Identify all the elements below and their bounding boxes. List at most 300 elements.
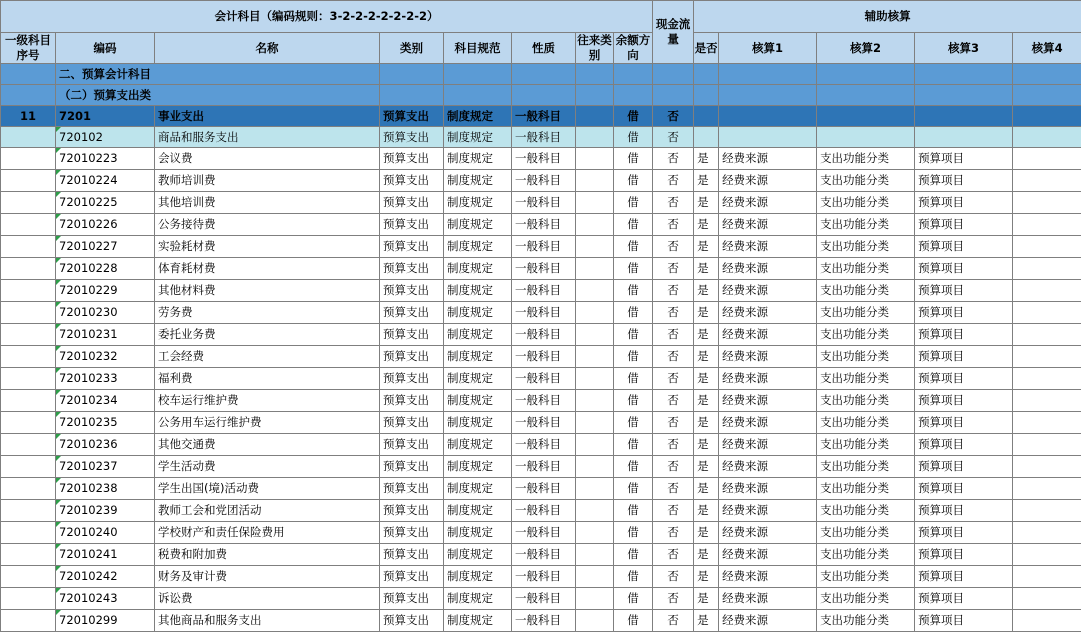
- cell-balance[interactable]: 借: [614, 148, 653, 170]
- cell-balance[interactable]: 借: [614, 346, 653, 368]
- cell-aux3[interactable]: 预算项目: [915, 236, 1013, 258]
- cell-aux1[interactable]: 经费来源: [719, 478, 817, 500]
- cell-is[interactable]: 是: [694, 324, 719, 346]
- cell-cash[interactable]: 否: [653, 390, 694, 412]
- table-row[interactable]: [1, 500, 1081, 522]
- cell-aux2[interactable]: 支出功能分类: [817, 500, 915, 522]
- cell-aux1[interactable]: 经费来源: [719, 302, 817, 324]
- cell-aux1[interactable]: 经费来源: [719, 544, 817, 566]
- cell-name[interactable]: 诉讼费: [155, 588, 380, 610]
- cell-aux3[interactable]: 预算项目: [915, 588, 1013, 610]
- cell-code[interactable]: 72010224: [56, 170, 155, 192]
- cell-contact[interactable]: [576, 566, 614, 588]
- cell-is[interactable]: 是: [694, 588, 719, 610]
- cell-seq[interactable]: [1, 522, 56, 544]
- cell-category[interactable]: 预算支出: [380, 588, 444, 610]
- cell-balance[interactable]: 借: [614, 500, 653, 522]
- cell-seq[interactable]: [1, 588, 56, 610]
- cell-cash[interactable]: 否: [653, 566, 694, 588]
- cell-balance[interactable]: 借: [614, 192, 653, 214]
- cell-aux2[interactable]: 支出功能分类: [817, 324, 915, 346]
- cell-code[interactable]: 72010237: [56, 456, 155, 478]
- cell-name[interactable]: 教师工会和党团活动: [155, 500, 380, 522]
- cell-name[interactable]: 学校财产和责任保险费用: [155, 522, 380, 544]
- cell-balance[interactable]: 借: [614, 127, 653, 148]
- cell-name[interactable]: 其他材料费: [155, 280, 380, 302]
- cell-nature[interactable]: 一般科目: [512, 170, 576, 192]
- cell-aux4[interactable]: [1013, 127, 1081, 148]
- cell-aux4[interactable]: [1013, 500, 1081, 522]
- cell-balance[interactable]: 借: [614, 588, 653, 610]
- cell-code[interactable]: 72010241: [56, 544, 155, 566]
- cell-nature[interactable]: 一般科目: [512, 192, 576, 214]
- cell-code[interactable]: 7201: [56, 106, 155, 127]
- cell-standard[interactable]: 制度规定: [444, 106, 512, 127]
- cell-name[interactable]: 劳务费: [155, 302, 380, 324]
- cell-standard[interactable]: 制度规定: [444, 500, 512, 522]
- cell-contact[interactable]: [576, 610, 614, 632]
- cell-aux4[interactable]: [1013, 170, 1081, 192]
- cell-aux2[interactable]: 支出功能分类: [817, 588, 915, 610]
- cell-contact[interactable]: [576, 258, 614, 280]
- cell-seq[interactable]: [1, 610, 56, 632]
- cell-aux2[interactable]: 支出功能分类: [817, 346, 915, 368]
- cell-category[interactable]: 预算支出: [380, 192, 444, 214]
- cell-standard[interactable]: 制度规定: [444, 236, 512, 258]
- cell-code[interactable]: 72010226: [56, 214, 155, 236]
- cell-code[interactable]: 72010231: [56, 324, 155, 346]
- cell-standard[interactable]: 制度规定: [444, 127, 512, 148]
- cell-seq[interactable]: [1, 324, 56, 346]
- cell-balance[interactable]: 借: [614, 434, 653, 456]
- table-row[interactable]: [1, 280, 1081, 302]
- cell-aux4[interactable]: [1013, 106, 1081, 127]
- cell-balance[interactable]: 借: [614, 170, 653, 192]
- cell-nature[interactable]: 一般科目: [512, 456, 576, 478]
- cell-cash[interactable]: 否: [653, 610, 694, 632]
- cell-aux2[interactable]: 支出功能分类: [817, 302, 915, 324]
- cell-contact[interactable]: [576, 148, 614, 170]
- cell-standard[interactable]: 制度规定: [444, 324, 512, 346]
- cell-name[interactable]: 委托业务费: [155, 324, 380, 346]
- cell-standard[interactable]: 制度规定: [444, 478, 512, 500]
- cell-is[interactable]: 是: [694, 610, 719, 632]
- cell-seq[interactable]: [1, 566, 56, 588]
- cell-is[interactable]: 是: [694, 280, 719, 302]
- cell-aux4[interactable]: [1013, 236, 1081, 258]
- cell-nature[interactable]: 一般科目: [512, 390, 576, 412]
- cell-category[interactable]: 预算支出: [380, 170, 444, 192]
- cell-aux3[interactable]: 预算项目: [915, 302, 1013, 324]
- cell-aux2[interactable]: 支出功能分类: [817, 544, 915, 566]
- cell-aux4[interactable]: [1013, 368, 1081, 390]
- cell-seq[interactable]: [1, 302, 56, 324]
- cell-category[interactable]: 预算支出: [380, 302, 444, 324]
- cell-contact[interactable]: [576, 280, 614, 302]
- cell-seq[interactable]: [1, 258, 56, 280]
- cell-is[interactable]: 是: [694, 412, 719, 434]
- cell-balance[interactable]: 借: [614, 566, 653, 588]
- cell-aux4[interactable]: [1013, 280, 1081, 302]
- cell-category[interactable]: 预算支出: [380, 456, 444, 478]
- cell-aux1[interactable]: 经费来源: [719, 456, 817, 478]
- table-row[interactable]: [1, 368, 1081, 390]
- cell-nature[interactable]: 一般科目: [512, 478, 576, 500]
- cell-aux4[interactable]: [1013, 522, 1081, 544]
- cell-aux3[interactable]: 预算项目: [915, 346, 1013, 368]
- cell-is[interactable]: 是: [694, 478, 719, 500]
- cell-code[interactable]: 72010240: [56, 522, 155, 544]
- cell-category[interactable]: 预算支出: [380, 544, 444, 566]
- cell-aux1[interactable]: 经费来源: [719, 434, 817, 456]
- cell-aux3[interactable]: 预算项目: [915, 280, 1013, 302]
- cell-aux2[interactable]: 支出功能分类: [817, 522, 915, 544]
- cell-seq[interactable]: [1, 148, 56, 170]
- cell-contact[interactable]: [576, 236, 614, 258]
- cell-balance[interactable]: 借: [614, 544, 653, 566]
- cell-aux1[interactable]: 经费来源: [719, 236, 817, 258]
- cell-cash[interactable]: 否: [653, 236, 694, 258]
- cell-seq[interactable]: 11: [1, 106, 56, 127]
- cell-aux3[interactable]: 预算项目: [915, 324, 1013, 346]
- cell-nature[interactable]: 一般科目: [512, 324, 576, 346]
- cell-aux2[interactable]: 支出功能分类: [817, 170, 915, 192]
- table-row[interactable]: [1, 566, 1081, 588]
- cell-standard[interactable]: 制度规定: [444, 566, 512, 588]
- cell-nature[interactable]: 一般科目: [512, 280, 576, 302]
- cell-aux1[interactable]: 经费来源: [719, 170, 817, 192]
- cell-aux2[interactable]: 支出功能分类: [817, 434, 915, 456]
- cell-aux4[interactable]: [1013, 214, 1081, 236]
- cell-aux3[interactable]: 预算项目: [915, 148, 1013, 170]
- cell-seq[interactable]: [1, 214, 56, 236]
- cell-balance[interactable]: 借: [614, 302, 653, 324]
- cell-name[interactable]: 校车运行维护费: [155, 390, 380, 412]
- cell-category[interactable]: 预算支出: [380, 127, 444, 148]
- cell-name[interactable]: 公务接待费: [155, 214, 380, 236]
- cell-aux3[interactable]: [915, 127, 1013, 148]
- cell-aux3[interactable]: 预算项目: [915, 368, 1013, 390]
- cell-seq[interactable]: [1, 412, 56, 434]
- cell-aux2[interactable]: [817, 106, 915, 127]
- cell-contact[interactable]: [576, 544, 614, 566]
- table-row[interactable]: [1, 148, 1081, 170]
- cell-balance[interactable]: 借: [614, 368, 653, 390]
- cell-is[interactable]: 是: [694, 236, 719, 258]
- cell-cash[interactable]: 否: [653, 500, 694, 522]
- cell-aux2[interactable]: 支出功能分类: [817, 368, 915, 390]
- cell-contact[interactable]: [576, 390, 614, 412]
- cell-code[interactable]: 72010225: [56, 192, 155, 214]
- cell-code[interactable]: 72010227: [56, 236, 155, 258]
- account-row-level2[interactable]: [1, 127, 1081, 148]
- cell-name[interactable]: 实验耗材费: [155, 236, 380, 258]
- cell-balance[interactable]: 借: [614, 412, 653, 434]
- cell-is[interactable]: 是: [694, 368, 719, 390]
- cell-contact[interactable]: [576, 170, 614, 192]
- cell-contact[interactable]: [576, 368, 614, 390]
- cell-cash[interactable]: 否: [653, 127, 694, 148]
- cell-standard[interactable]: 制度规定: [444, 280, 512, 302]
- cell-aux4[interactable]: [1013, 346, 1081, 368]
- cell-cash[interactable]: 否: [653, 106, 694, 127]
- cell-standard[interactable]: 制度规定: [444, 302, 512, 324]
- cell-seq[interactable]: [1, 170, 56, 192]
- cell-code[interactable]: 72010228: [56, 258, 155, 280]
- cell-is[interactable]: 是: [694, 500, 719, 522]
- cell-cash[interactable]: 否: [653, 214, 694, 236]
- cell-aux4[interactable]: [1013, 192, 1081, 214]
- cell-aux4[interactable]: [1013, 302, 1081, 324]
- cell-aux4[interactable]: [1013, 148, 1081, 170]
- cell-name[interactable]: 体育耗材费: [155, 258, 380, 280]
- table-row[interactable]: [1, 214, 1081, 236]
- table-row[interactable]: [1, 302, 1081, 324]
- cell-category[interactable]: 预算支出: [380, 324, 444, 346]
- cell-is[interactable]: [694, 127, 719, 148]
- table-row[interactable]: [1, 324, 1081, 346]
- cell-aux1[interactable]: 经费来源: [719, 280, 817, 302]
- cell-nature[interactable]: 一般科目: [512, 214, 576, 236]
- cell-aux4[interactable]: [1013, 324, 1081, 346]
- cell-aux2[interactable]: 支出功能分类: [817, 258, 915, 280]
- cell-aux2[interactable]: 支出功能分类: [817, 236, 915, 258]
- cell-category[interactable]: 预算支出: [380, 522, 444, 544]
- cell-contact[interactable]: [576, 192, 614, 214]
- cell-cash[interactable]: 否: [653, 258, 694, 280]
- cell-balance[interactable]: 借: [614, 258, 653, 280]
- cell-is[interactable]: 是: [694, 566, 719, 588]
- cell-seq[interactable]: [1, 500, 56, 522]
- table-row[interactable]: [1, 522, 1081, 544]
- cell-cash[interactable]: 否: [653, 280, 694, 302]
- cell-aux3[interactable]: 预算项目: [915, 456, 1013, 478]
- cell-code[interactable]: 72010236: [56, 434, 155, 456]
- cell-category[interactable]: 预算支出: [380, 390, 444, 412]
- cell-aux4[interactable]: [1013, 478, 1081, 500]
- cell-standard[interactable]: 制度规定: [444, 170, 512, 192]
- cell-aux4[interactable]: [1013, 610, 1081, 632]
- cell-code[interactable]: 72010232: [56, 346, 155, 368]
- cell-code[interactable]: 72010229: [56, 280, 155, 302]
- cell-balance[interactable]: 借: [614, 390, 653, 412]
- cell-contact[interactable]: [576, 522, 614, 544]
- cell-cash[interactable]: 否: [653, 522, 694, 544]
- cell-category[interactable]: 预算支出: [380, 280, 444, 302]
- cell-balance[interactable]: 借: [614, 610, 653, 632]
- cell-aux2[interactable]: 支出功能分类: [817, 214, 915, 236]
- cell-cash[interactable]: 否: [653, 478, 694, 500]
- cell-aux1[interactable]: 经费来源: [719, 390, 817, 412]
- cell-aux4[interactable]: [1013, 258, 1081, 280]
- cell-is[interactable]: 是: [694, 346, 719, 368]
- cell-cash[interactable]: 否: [653, 192, 694, 214]
- cell-aux1[interactable]: [719, 127, 817, 148]
- cell-aux3[interactable]: 预算项目: [915, 522, 1013, 544]
- cell-contact[interactable]: [576, 127, 614, 148]
- cell-aux1[interactable]: 经费来源: [719, 610, 817, 632]
- cell-is[interactable]: 是: [694, 170, 719, 192]
- cell-aux3[interactable]: 预算项目: [915, 258, 1013, 280]
- account-row-level1[interactable]: [1, 106, 1081, 127]
- cell-contact[interactable]: [576, 456, 614, 478]
- cell-category[interactable]: 预算支出: [380, 610, 444, 632]
- cell-cash[interactable]: 否: [653, 588, 694, 610]
- table-row[interactable]: [1, 390, 1081, 412]
- cell-standard[interactable]: 制度规定: [444, 214, 512, 236]
- cell-seq[interactable]: [1, 456, 56, 478]
- cell-name[interactable]: 其他商品和服务支出: [155, 610, 380, 632]
- cell-cash[interactable]: 否: [653, 434, 694, 456]
- cell-standard[interactable]: 制度规定: [444, 258, 512, 280]
- cell-code[interactable]: 72010233: [56, 368, 155, 390]
- cell-code[interactable]: 72010243: [56, 588, 155, 610]
- table-row[interactable]: [1, 588, 1081, 610]
- cell-standard[interactable]: 制度规定: [444, 610, 512, 632]
- cell-aux2[interactable]: 支出功能分类: [817, 280, 915, 302]
- cell-is[interactable]: 是: [694, 214, 719, 236]
- cell-is[interactable]: 是: [694, 544, 719, 566]
- cell-code[interactable]: 72010299: [56, 610, 155, 632]
- cell-contact[interactable]: [576, 412, 614, 434]
- cell-balance[interactable]: 借: [614, 236, 653, 258]
- cell-seq[interactable]: [1, 368, 56, 390]
- cell-balance[interactable]: 借: [614, 106, 653, 127]
- cell-category[interactable]: 预算支出: [380, 500, 444, 522]
- cell-name[interactable]: 会议费: [155, 148, 380, 170]
- cell-is[interactable]: [694, 106, 719, 127]
- table-row[interactable]: [1, 412, 1081, 434]
- cell-nature[interactable]: 一般科目: [512, 346, 576, 368]
- cell-name[interactable]: 税费和附加费: [155, 544, 380, 566]
- cell-code[interactable]: 72010239: [56, 500, 155, 522]
- cell-standard[interactable]: 制度规定: [444, 192, 512, 214]
- table-row[interactable]: [1, 346, 1081, 368]
- cell-aux1[interactable]: 经费来源: [719, 588, 817, 610]
- cell-nature[interactable]: 一般科目: [512, 544, 576, 566]
- cell-name[interactable]: 工会经费: [155, 346, 380, 368]
- cell-aux3[interactable]: 预算项目: [915, 434, 1013, 456]
- cell-is[interactable]: 是: [694, 522, 719, 544]
- cell-code[interactable]: 720102: [56, 127, 155, 148]
- cell-code[interactable]: 72010230: [56, 302, 155, 324]
- cell-contact[interactable]: [576, 588, 614, 610]
- cell-nature[interactable]: 一般科目: [512, 588, 576, 610]
- cell-cash[interactable]: 否: [653, 170, 694, 192]
- cell-cash[interactable]: 否: [653, 346, 694, 368]
- cell-seq[interactable]: [1, 127, 56, 148]
- cell-aux2[interactable]: 支出功能分类: [817, 478, 915, 500]
- cell-seq[interactable]: [1, 434, 56, 456]
- table-row[interactable]: [1, 544, 1081, 566]
- cell-cash[interactable]: 否: [653, 302, 694, 324]
- cell-category[interactable]: 预算支出: [380, 236, 444, 258]
- cell-seq[interactable]: [1, 280, 56, 302]
- cell-name[interactable]: 商品和服务支出: [155, 127, 380, 148]
- cell-contact[interactable]: [576, 346, 614, 368]
- cell-aux3[interactable]: 预算项目: [915, 170, 1013, 192]
- cell-contact[interactable]: [576, 324, 614, 346]
- table-row[interactable]: [1, 236, 1081, 258]
- cell-aux1[interactable]: 经费来源: [719, 148, 817, 170]
- cell-code[interactable]: 72010235: [56, 412, 155, 434]
- cell-aux4[interactable]: [1013, 390, 1081, 412]
- cell-is[interactable]: 是: [694, 258, 719, 280]
- cell-category[interactable]: 预算支出: [380, 148, 444, 170]
- cell-aux3[interactable]: [915, 106, 1013, 127]
- cell-standard[interactable]: 制度规定: [444, 368, 512, 390]
- cell-nature[interactable]: 一般科目: [512, 148, 576, 170]
- cell-category[interactable]: 预算支出: [380, 478, 444, 500]
- cell-code[interactable]: 72010242: [56, 566, 155, 588]
- cell-aux2[interactable]: 支出功能分类: [817, 456, 915, 478]
- cell-code[interactable]: 72010223: [56, 148, 155, 170]
- cell-cash[interactable]: 否: [653, 456, 694, 478]
- cell-aux3[interactable]: 预算项目: [915, 566, 1013, 588]
- cell-nature[interactable]: 一般科目: [512, 412, 576, 434]
- cell-contact[interactable]: [576, 106, 614, 127]
- cell-aux4[interactable]: [1013, 566, 1081, 588]
- cell-aux1[interactable]: 经费来源: [719, 412, 817, 434]
- table-row[interactable]: [1, 478, 1081, 500]
- cell-seq[interactable]: [1, 192, 56, 214]
- cell-name[interactable]: 事业支出: [155, 106, 380, 127]
- cell-standard[interactable]: 制度规定: [444, 346, 512, 368]
- cell-aux3[interactable]: 预算项目: [915, 478, 1013, 500]
- cell-nature[interactable]: 一般科目: [512, 258, 576, 280]
- cell-balance[interactable]: 借: [614, 478, 653, 500]
- cell-nature[interactable]: 一般科目: [512, 302, 576, 324]
- cell-is[interactable]: 是: [694, 192, 719, 214]
- cell-seq[interactable]: [1, 544, 56, 566]
- cell-name[interactable]: 财务及审计费: [155, 566, 380, 588]
- cell-balance[interactable]: 借: [614, 456, 653, 478]
- cell-aux2[interactable]: 支出功能分类: [817, 566, 915, 588]
- cell-aux3[interactable]: 预算项目: [915, 544, 1013, 566]
- cell-category[interactable]: 预算支出: [380, 412, 444, 434]
- cell-contact[interactable]: [576, 302, 614, 324]
- cell-category[interactable]: 预算支出: [380, 258, 444, 280]
- cell-category[interactable]: 预算支出: [380, 106, 444, 127]
- table-row[interactable]: [1, 192, 1081, 214]
- cell-aux2[interactable]: 支出功能分类: [817, 412, 915, 434]
- cell-aux4[interactable]: [1013, 588, 1081, 610]
- cell-balance[interactable]: 借: [614, 324, 653, 346]
- cell-aux4[interactable]: [1013, 544, 1081, 566]
- cell-balance[interactable]: 借: [614, 214, 653, 236]
- table-row[interactable]: [1, 258, 1081, 280]
- cell-name[interactable]: 公务用车运行维护费: [155, 412, 380, 434]
- cell-aux1[interactable]: 经费来源: [719, 368, 817, 390]
- cell-standard[interactable]: 制度规定: [444, 434, 512, 456]
- table-row[interactable]: [1, 610, 1081, 632]
- cell-aux2[interactable]: 支出功能分类: [817, 390, 915, 412]
- cell-cash[interactable]: 否: [653, 368, 694, 390]
- cell-name[interactable]: 学生出国(境)活动费: [155, 478, 380, 500]
- cell-aux1[interactable]: 经费来源: [719, 324, 817, 346]
- cell-category[interactable]: 预算支出: [380, 214, 444, 236]
- cell-is[interactable]: 是: [694, 456, 719, 478]
- cell-is[interactable]: 是: [694, 434, 719, 456]
- cell-aux3[interactable]: 预算项目: [915, 214, 1013, 236]
- cell-aux2[interactable]: 支出功能分类: [817, 192, 915, 214]
- cell-nature[interactable]: 一般科目: [512, 434, 576, 456]
- cell-aux4[interactable]: [1013, 434, 1081, 456]
- cell-aux2[interactable]: 支出功能分类: [817, 148, 915, 170]
- cell-balance[interactable]: 借: [614, 522, 653, 544]
- cell-nature[interactable]: 一般科目: [512, 522, 576, 544]
- cell-aux1[interactable]: 经费来源: [719, 346, 817, 368]
